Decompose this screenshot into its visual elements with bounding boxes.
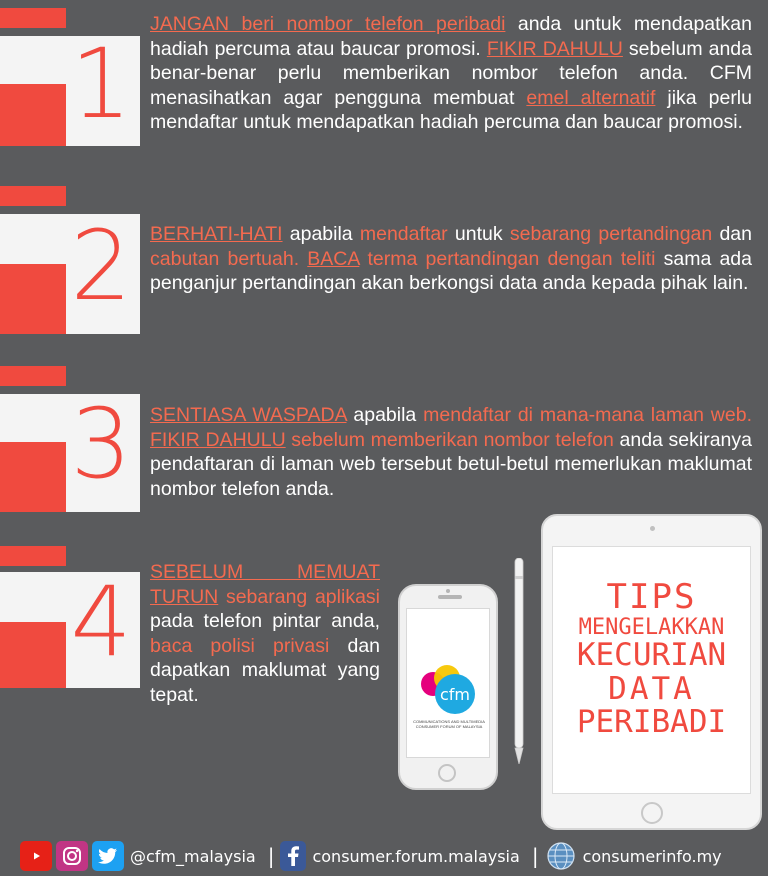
tablet-screen [552,546,751,794]
cfm-caption: COMMUNICATIONS AND MULTIMEDIA CONSUMER FORUM OF MALAYSIA [413,719,485,729]
twitter-icon[interactable] [92,841,124,871]
tip-highlight: sebarang aplikasi [218,585,380,608]
youtube-icon[interactable] [20,841,52,871]
tip-text-segment: untuk [447,223,510,245]
tip-highlight: FIKIR DAHULU [486,37,623,60]
tablet-title-line: TIPS [606,577,697,617]
tablet-title-line: PERIBADI [576,704,727,741]
tip-highlight: BACA [307,247,360,270]
cfm-logo-text: cfm [439,685,471,704]
tip-highlight: cabutan bertuah. [150,247,300,270]
tip-highlight: emel alternatif [526,86,656,109]
cfm-logo [421,664,481,716]
tip-highlight: mendaftar [359,223,448,245]
tip-text [150,12,752,135]
tip-highlight: terma pertandingan dengan teliti [359,247,656,270]
social-footer [0,836,768,876]
tip-number-bar [0,8,66,28]
tip-text-segment: anda sekiranya pendaftaran di laman web tersebut betul-betul memerlukan maklumat nombor telefon anda. [150,428,752,500]
tip-highlight: mendaftar di mana-mana laman web. [423,404,752,426]
tablet-title-line: KECURIAN [576,637,727,674]
facebook-page[interactable]: consumer.forum.malaysia [312,846,520,866]
stylus-pen-illustration [514,558,524,764]
footer-separator: | [531,844,539,868]
tip-text-segment: dan dapatkan maklumat yang tepat. [150,634,381,706]
tablet-title [553,579,750,740]
tip-highlight: JANGAN beri nombor telefon peribadi [150,13,506,35]
tip-text-segment: pada telefon pintar anda, [150,610,380,632]
tip-text-segment: anda untuk mendapatkan hadiah percuma atau baucar promosi. [150,13,752,60]
phone-home-button [438,764,456,782]
tip-text [150,222,752,296]
smartphone-illustration [398,584,498,790]
tip-highlight: SEBELUM MEMUAT TURUN [150,561,380,608]
tip-text-segment: apabila [346,404,424,426]
tablet-title-line: DATA [608,670,695,707]
tip-highlight: SENTIASA WASPADA [150,404,347,426]
tip-number: 3 [70,388,132,500]
tip-number: 2 [70,210,132,322]
tip-highlight: sebarang pertandingan [509,223,713,245]
website-link[interactable]: consumerinfo.my [582,846,722,866]
footer-separator: | [267,844,275,868]
tip-text [150,560,380,707]
instagram-icon[interactable] [56,841,88,871]
tip-number: 4 [70,566,132,678]
tablet-illustration [541,514,762,830]
tip-number-bar [0,366,66,386]
tablet-title-line: MENGELAKKAN [578,614,725,640]
tip-highlight: sebelum memberikan nombor telefon [285,428,614,451]
tip-number: 1 [70,28,132,140]
tip-number-bar [0,546,66,566]
tip-highlight: FIKIR DAHULU [150,428,286,451]
twitter-handle[interactable]: @cfm_malaysia [130,846,256,866]
tip-text-segment: sama ada penganjur pertandingan akan berkongsi data anda kepada pihak lain. [150,247,752,294]
tip-highlight: baca polisi privasi [150,634,330,657]
tip-text-segment: sebelum anda benar-benar perlu memberikan nombor telefon anda. CFM menasihatkan agar pengguna membuat [150,37,752,109]
phone-screen [406,608,490,758]
tip-text [150,403,752,501]
tip-number-bar [0,186,66,206]
tablet-home-button [641,802,663,824]
tip-highlight: BERHATI-HATI [150,223,283,245]
tip-text-segment: jika perlu mendaftar untuk mendapatkan hadiah percuma dan baucar promosi. [150,86,752,133]
tip-text-segment: dan [712,223,752,245]
facebook-icon[interactable] [280,841,306,871]
globe-icon[interactable] [545,841,577,871]
tip-text-segment: apabila [282,223,360,245]
